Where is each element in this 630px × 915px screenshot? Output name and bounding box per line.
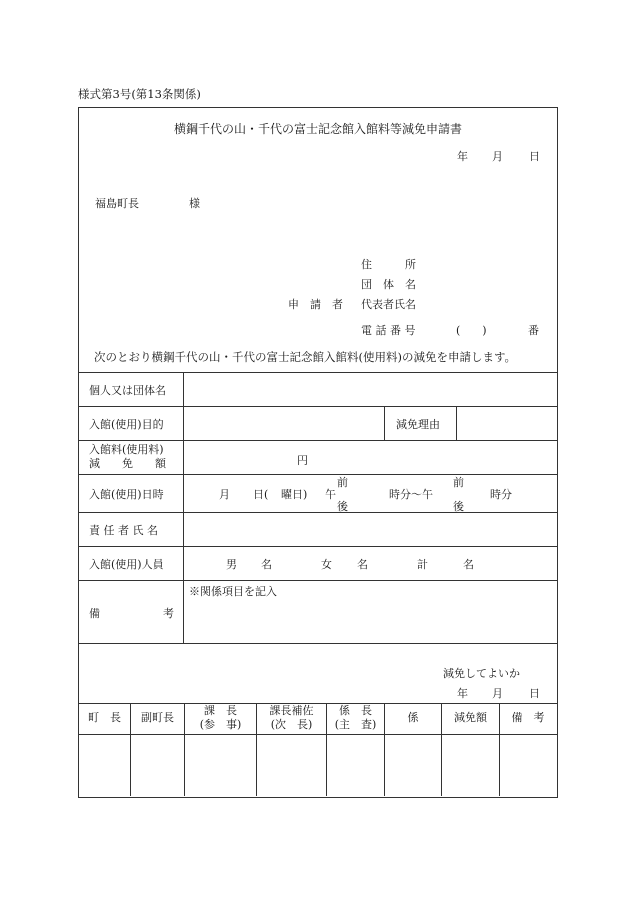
row-label-reason: 減免理由 xyxy=(396,418,440,431)
approval-header-exemption-amount xyxy=(442,711,499,725)
approval-day: 日 xyxy=(529,687,540,700)
approval-header-line: 副町長 xyxy=(141,711,174,724)
approval-header-line: 課長補佐 xyxy=(269,704,314,717)
statement: 次のとおり横鋼千代の山・千代の富士記念館入館料(使用料)の減免を申請します。 xyxy=(94,350,517,364)
approval-header-line: 係 xyxy=(407,711,419,724)
seal-box-staff[interactable] xyxy=(385,735,441,795)
approval-header-subline: (主 査) xyxy=(334,718,377,731)
applicant-label: 申 請 者 xyxy=(288,298,343,311)
approval-header-deputy-mayor xyxy=(131,711,184,725)
purpose-field[interactable] xyxy=(184,407,384,440)
phone-label: 電 話 番 号 xyxy=(361,324,416,337)
row-label-purpose: 入館(使用)目的 xyxy=(89,418,164,431)
seal-box-mayor[interactable] xyxy=(79,735,130,795)
fee-label-line2: 減 免 額 xyxy=(89,457,166,470)
approval-header-section-chief xyxy=(185,704,256,732)
female-unit: 名 xyxy=(357,558,368,571)
manager-field[interactable] xyxy=(184,513,556,546)
approval-header-line: 町 長 xyxy=(88,711,121,724)
dt-time-from: 時分〜午 xyxy=(389,488,433,501)
row-label-fee xyxy=(89,443,166,471)
row-divider xyxy=(78,580,557,581)
approval-year: 年 xyxy=(457,687,468,700)
row-label-headcount: 入館(使用)人員 xyxy=(89,558,164,571)
yen-unit: 円 xyxy=(297,454,308,467)
column-divider xyxy=(384,406,385,440)
form-number: 様式第3号(第13条関係) xyxy=(78,87,201,101)
name-field[interactable] xyxy=(184,373,556,406)
remarks-label-2: 考 xyxy=(163,607,174,620)
row-label-manager: 責 任 者 氏 名 xyxy=(89,524,158,537)
female-label: 女 xyxy=(321,558,332,571)
remarks-note: ※関係項目を記入 xyxy=(189,585,277,598)
seal-box-section-chief[interactable] xyxy=(185,735,256,795)
dt-time-to: 時分 xyxy=(490,488,512,501)
dt-am-1: 前 xyxy=(337,476,348,489)
dt-month: 月 xyxy=(219,488,230,501)
male-label: 男 xyxy=(226,558,237,571)
remarks-field[interactable] xyxy=(184,598,556,642)
addressee: 福島町長 xyxy=(95,197,139,210)
dt-weekday: 曜日) xyxy=(281,488,308,501)
seal-box-remarks[interactable] xyxy=(500,735,556,795)
seal-box-deputy-mayor[interactable] xyxy=(131,735,184,795)
date-month: 月 xyxy=(492,150,503,163)
form-title: 横鋼千代の山・千代の富士記念館入館料等減免申請書 xyxy=(173,122,462,136)
total-unit: 名 xyxy=(463,558,474,571)
approval-header-line: 係 長 xyxy=(339,704,372,717)
approval-month: 月 xyxy=(492,687,503,700)
phone-suffix: 番 xyxy=(528,324,539,337)
approval-header-mayor xyxy=(78,711,131,725)
approval-header-line: 課 長 xyxy=(204,704,237,717)
remarks-label-1: 備 xyxy=(89,607,100,620)
approval-header-line: 減免額 xyxy=(454,711,487,724)
approval-header-unit-chief xyxy=(327,704,384,732)
dt-pm-2: 後 xyxy=(453,500,464,513)
seal-box-unit-chief[interactable] xyxy=(327,735,384,795)
phone-paren: ( ) xyxy=(456,324,487,337)
row-label-name: 個人又は団体名 xyxy=(89,384,166,397)
seal-box-exemption-amount[interactable] xyxy=(442,735,499,795)
approval-question: 減免してよいか xyxy=(443,667,520,680)
dt-pm-1: 後 xyxy=(337,500,348,513)
row-divider xyxy=(78,474,557,475)
approval-header-line: 備 考 xyxy=(511,711,545,724)
approval-header-assistant-chief xyxy=(257,704,326,732)
dt-go-1: 午 xyxy=(325,488,336,501)
row-divider xyxy=(78,643,557,644)
seal-box-assistant-chief[interactable] xyxy=(257,735,326,795)
male-unit: 名 xyxy=(261,558,272,571)
row-divider xyxy=(78,546,557,547)
addressee-honorific: 様 xyxy=(189,197,200,210)
date-year: 年 xyxy=(457,150,468,163)
row-divider xyxy=(78,440,557,441)
reason-field[interactable] xyxy=(457,407,556,440)
approval-header-remarks xyxy=(500,711,556,725)
row-label-datetime: 入館(使用)日時 xyxy=(89,488,164,501)
total-label: 計 xyxy=(417,558,428,571)
date-day: 日 xyxy=(529,150,540,163)
approval-header-subline: (次 長) xyxy=(270,718,313,731)
group-name-label: 団 体 名 xyxy=(361,278,416,291)
dt-day: 日( xyxy=(253,488,269,501)
approval-header-subline: (参 事) xyxy=(199,718,242,731)
fee-label-line1: 入館料(使用料) xyxy=(89,443,164,456)
address-label: 住 所 xyxy=(361,258,416,271)
representative-label: 代表者氏名 xyxy=(361,298,416,311)
approval-header-staff xyxy=(385,711,441,725)
dt-am-2: 前 xyxy=(453,476,464,489)
